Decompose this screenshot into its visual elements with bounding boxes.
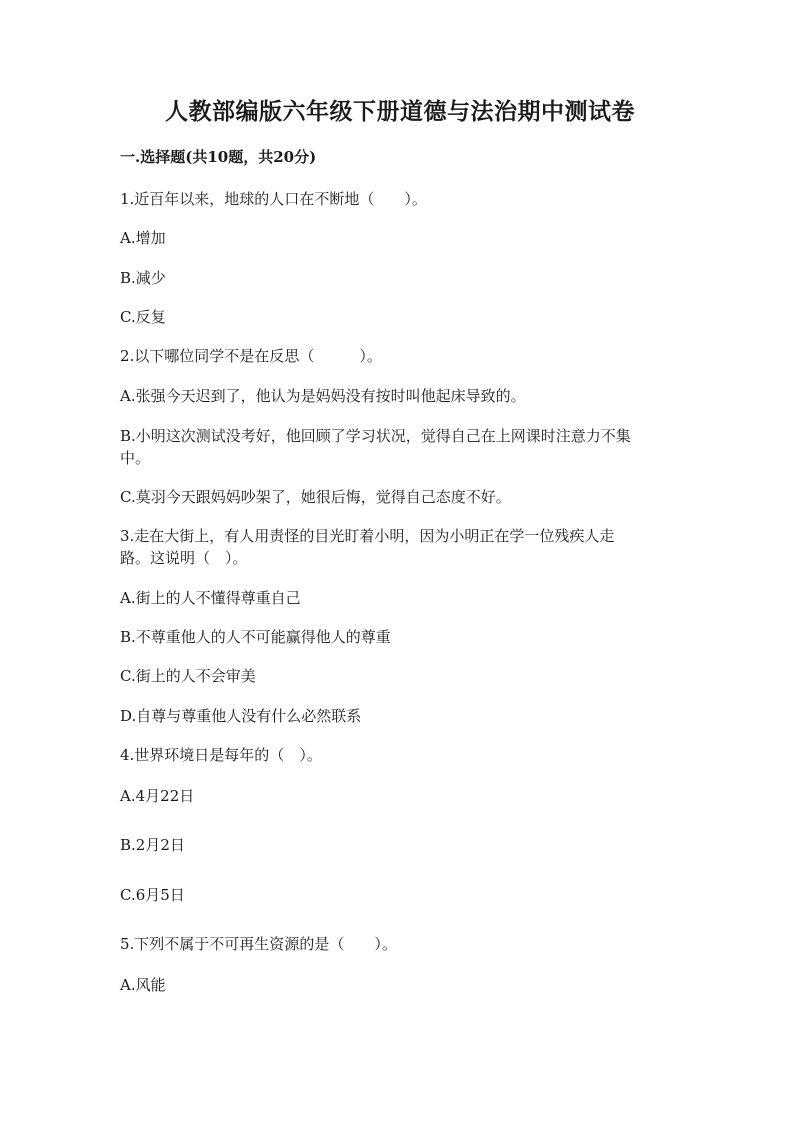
- question-3-option-d: D.自尊与尊重他人没有什么必然联系: [120, 707, 362, 725]
- question-4-stem: 4.世界环境日是每年的（ ）。: [120, 746, 322, 764]
- question-2-option-a: A.张强今天迟到了，他认为是妈妈没有按时叫他起床导致的。: [120, 387, 526, 405]
- question-4-option-c: C.6月5日: [120, 886, 185, 904]
- question-5-stem: 5.下列不属于不可再生资源的是（ ）。: [120, 935, 397, 953]
- question-2-option-b-line-1: B.小明这次测试没考好，他回顾了学习状况，觉得自己在上网课时注意力不集: [120, 427, 631, 445]
- document-title: 人教部编版六年级下册道德与法治期中测试卷: [165, 98, 635, 125]
- question-2-stem: 2.以下哪位同学不是在反思（ ）。: [120, 347, 382, 365]
- question-1-option-a: A.增加: [120, 229, 166, 247]
- question-2-option-b-line-2: 中。: [120, 449, 151, 467]
- question-1-option-b: B.减少: [120, 269, 166, 287]
- question-3-stem-line-2: 路。这说明（ ）。: [120, 549, 248, 567]
- section-heading: 一.选择题(共10题，共20分): [120, 148, 317, 166]
- question-5-option-a: A.风能: [120, 976, 166, 994]
- question-1-stem: 1.近百年以来，地球的人口在不断地（ ）。: [120, 190, 427, 208]
- question-3-option-c: C.街上的人不会审美: [120, 667, 256, 685]
- question-3-option-a: A.街上的人不懂得尊重自己: [120, 589, 301, 607]
- question-1-option-c: C.反复: [120, 308, 166, 326]
- question-2-option-c: C.莫羽今天跟妈妈吵架了，她很后悔，觉得自己态度不好。: [120, 488, 511, 506]
- question-3-option-b: B.不尊重他人的人不可能赢得他人的尊重: [120, 628, 391, 646]
- question-2-option-b: [120, 425, 690, 469]
- question-4-option-b: B.2月2日: [120, 836, 185, 854]
- question-3-stem-line-1: 3.走在大街上，有人用责怪的目光盯着小明，因为小明正在学一位残疾人走: [120, 527, 615, 545]
- question-4-option-a: A.4月22日: [120, 787, 195, 805]
- question-3-stem: [120, 525, 690, 569]
